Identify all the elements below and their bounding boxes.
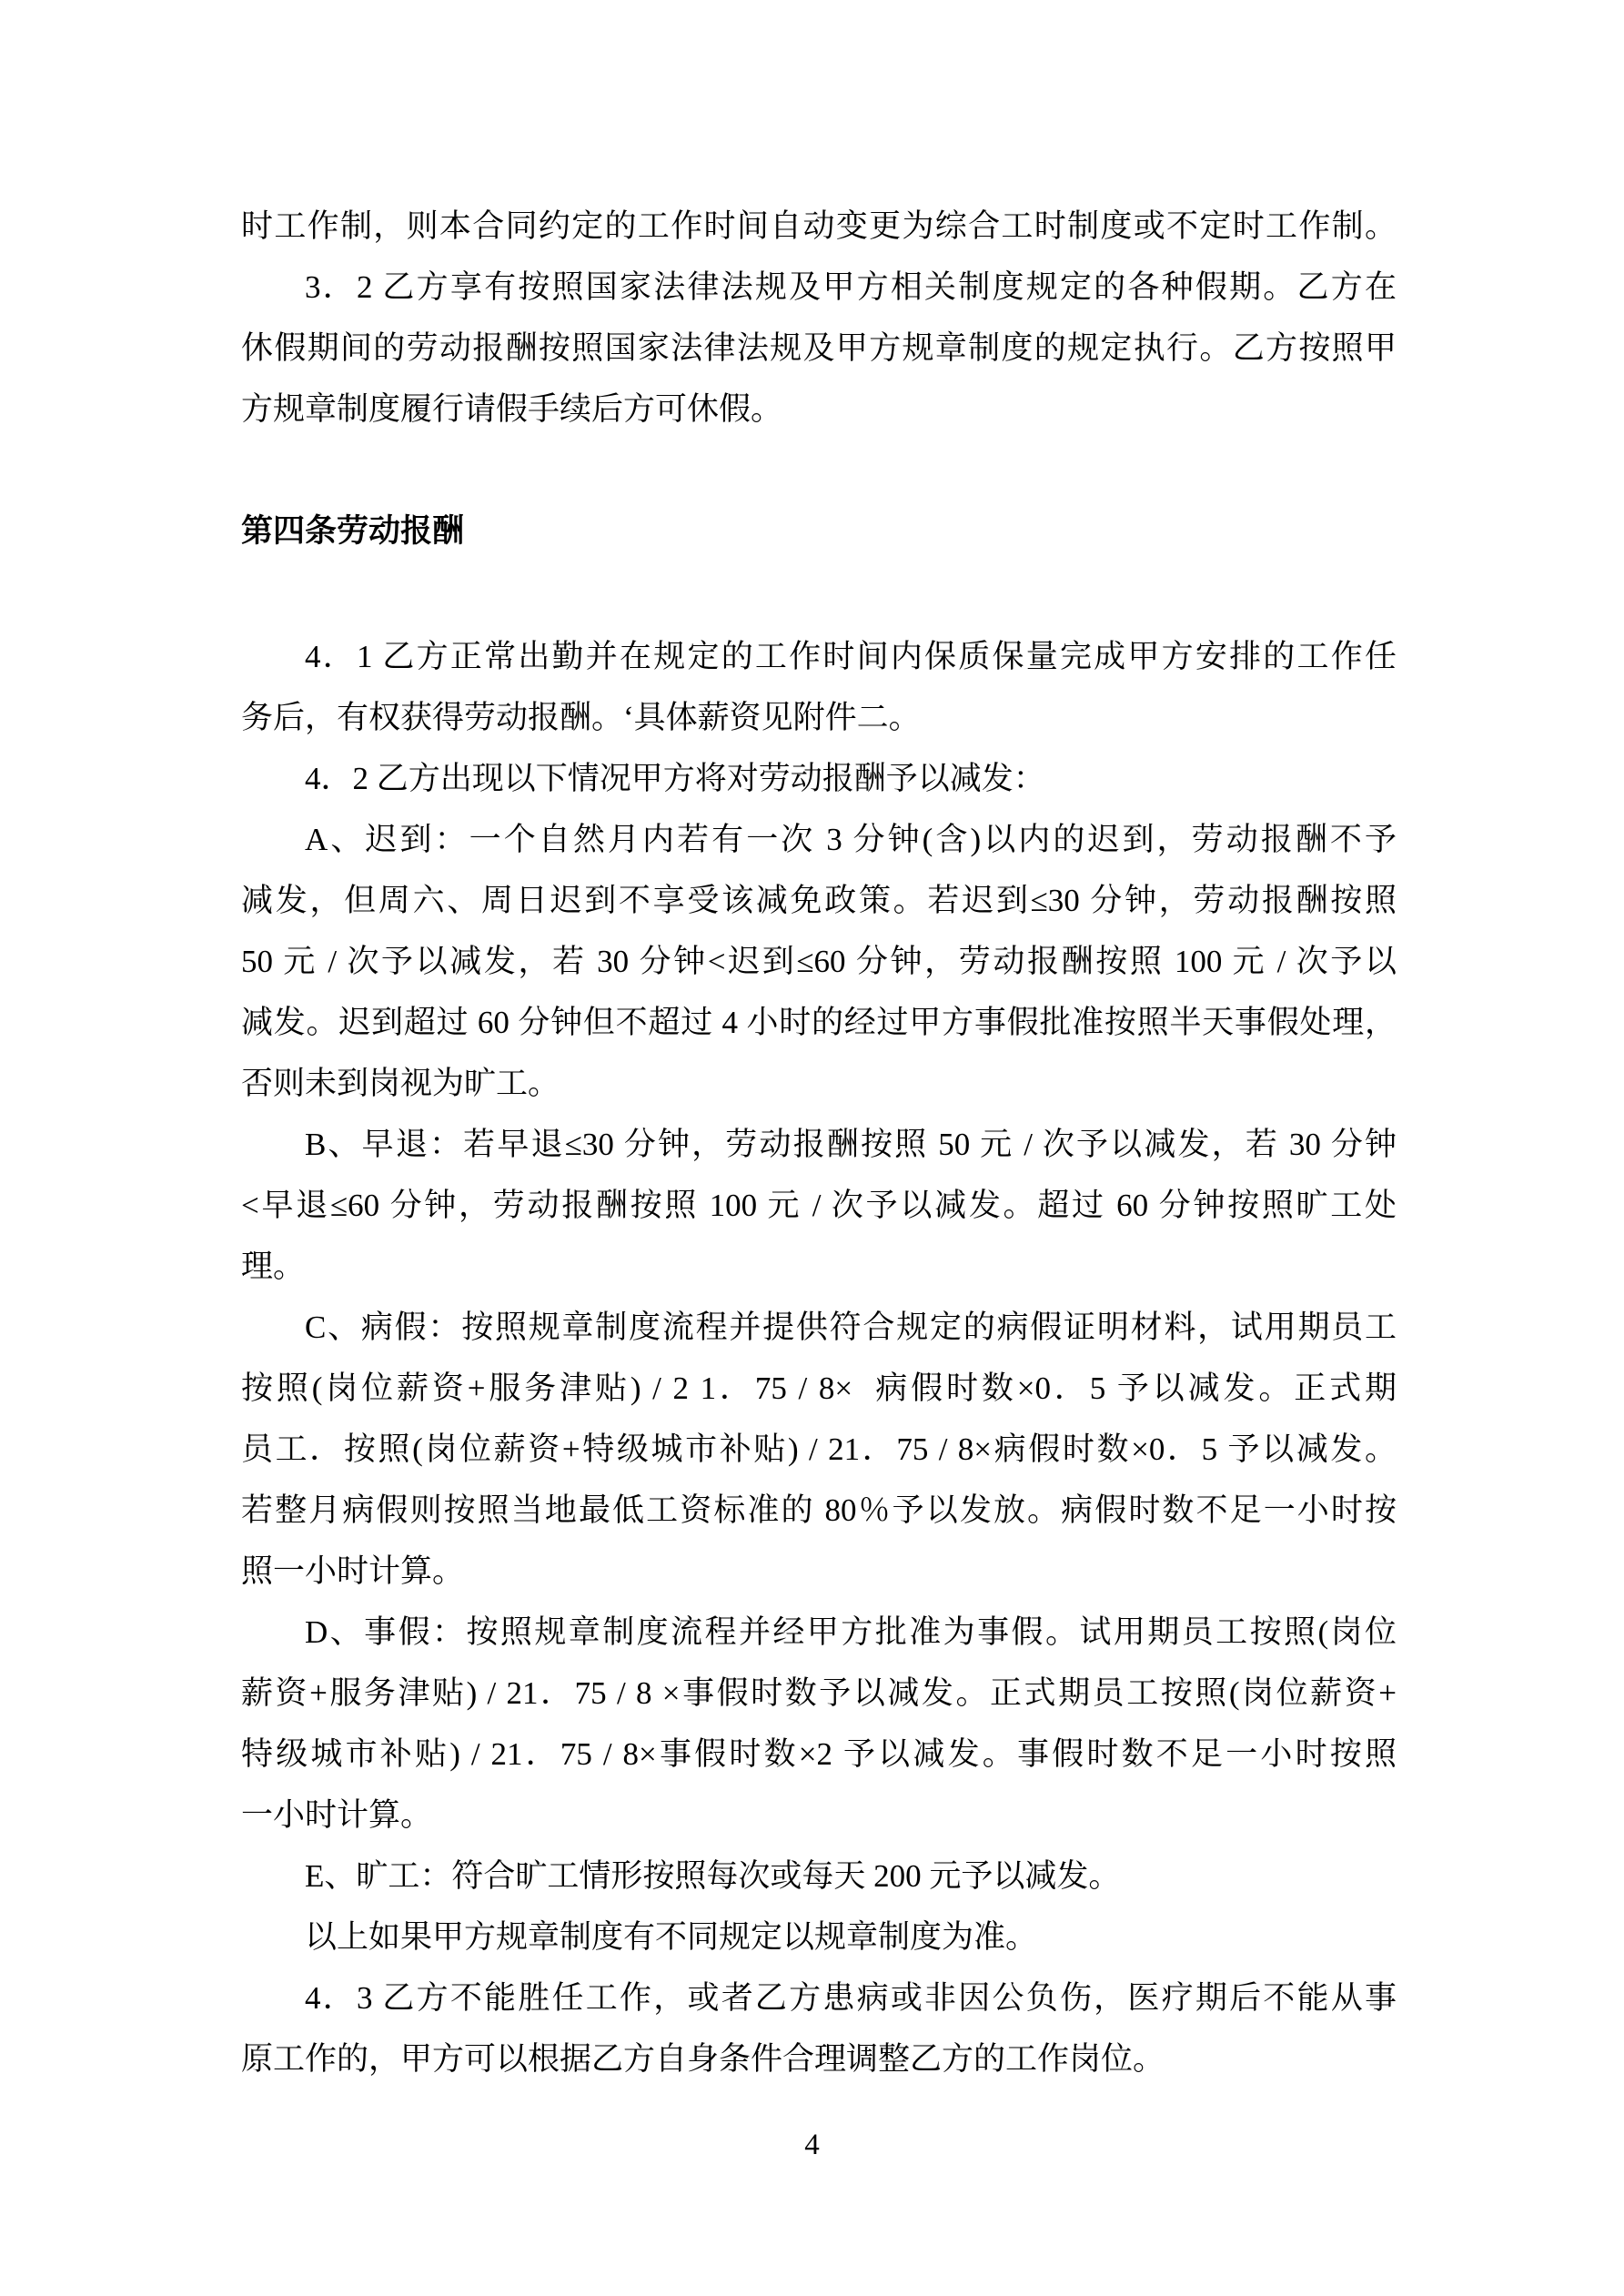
text-line: 按照(岗位薪资+服务津贴) / 2 1．75 / 8× 病假时数×0．5 予以减发。正式期 bbox=[241, 1371, 1397, 1406]
text-line: 4．3 乙方不能胜任工作，或者乙方患病或非因公负伤，医疗期后不能从事 bbox=[305, 1980, 1397, 2016]
text-line: C、病假：按照规章制度流程并提供符合规定的病假证明材料，试用期员工 bbox=[305, 1310, 1397, 1345]
text-line: E、旷工：符合旷工情形按照每次或每天 200 元予以减发。 bbox=[305, 1858, 1121, 1894]
text-line: 原工作的，甲方可以根据乙方自身条件合理调整乙方的工作岗位。 bbox=[241, 2041, 1165, 2077]
text-line: <早退≤60 分钟，劳动报酬按照 100 元 / 次予以减发。超过 60 分钟按照旷工处 bbox=[241, 1188, 1397, 1223]
section-heading: 第四条劳动报酬 bbox=[241, 513, 465, 549]
text-line: 50 元 / 次予以减发，若 30 分钟<迟到≤60 分钟，劳动报酬按照 100 元 / 次予以 bbox=[241, 944, 1397, 979]
text-line: 照一小时计算。 bbox=[241, 1553, 465, 1589]
text-line: 务后，有权获得劳动报酬。‘具体薪资见附件二。 bbox=[241, 700, 921, 735]
text-line: D、事假：按照规章制度流程并经甲方批准为事假。试用期员工按照(岗位 bbox=[305, 1614, 1397, 1650]
text-line: 4．1 乙方正常出勤并在规定的工作时间内保质保量完成甲方安排的工作任 bbox=[305, 639, 1397, 674]
text-line: 减发。迟到超过 60 分钟但不超过 4 小时的经过甲方事假批准按照半天事假处理， bbox=[241, 1005, 1397, 1040]
text-line: 若整月病假则按照当地最低工资标准的 80％予以发放。病假时数不足一小时按 bbox=[241, 1492, 1397, 1528]
text-line: B、早退：若早退≤30 分钟，劳动报酬按照 50 元 / 次予以减发，若 30 分钟 bbox=[305, 1127, 1397, 1162]
text-line: 一小时计算。 bbox=[241, 1797, 433, 1833]
text-line: 休假期间的劳动报酬按照国家法律法规及甲方规章制度的规定执行。乙方按照甲 bbox=[241, 330, 1397, 366]
text-line: 方规章制度履行请假手续后方可休假。 bbox=[241, 391, 783, 427]
document-body bbox=[241, 196, 1397, 2089]
text-line: 否则未到岗视为旷工。 bbox=[241, 1066, 560, 1101]
text-line: A、迟到：一个自然月内若有一次 3 分钟(含)以内的迟到，劳动报酬不予 bbox=[305, 822, 1397, 857]
text-line: 理。 bbox=[241, 1249, 306, 1284]
text-line: 薪资+服务津贴) / 21．75 / 8 ×事假时数予以减发。正式期员工按照(岗位薪资+ bbox=[241, 1675, 1397, 1711]
text-line: 3．2 乙方享有按照国家法律法规及甲方相关制度规定的各种假期。乙方在 bbox=[305, 269, 1397, 305]
text-line: 员工．按照(岗位薪资+特级城市补贴) / 21．75 / 8×病假时数×0．5 予以减发。 bbox=[241, 1431, 1397, 1467]
page-number: 4 bbox=[804, 2129, 820, 2161]
text-line: 时工作制，则本合同约定的工作时间自动变更为综合工时制度或不定时工作制。 bbox=[241, 208, 1397, 244]
text-line: 以上如果甲方规章制度有不同规定以规章制度为准。 bbox=[305, 1919, 1038, 1955]
text-line: 特级城市补贴) / 21．75 / 8×事假时数×2 予以减发。事假时数不足一小时按照 bbox=[241, 1736, 1397, 1772]
text-line: 减发，但周六、周日迟到不享受该减免政策。若迟到≤30 分钟，劳动报酬按照 bbox=[241, 883, 1397, 918]
text-line: 4．2 乙方出现以下情况甲方将对劳动报酬予以减发： bbox=[305, 761, 1045, 796]
